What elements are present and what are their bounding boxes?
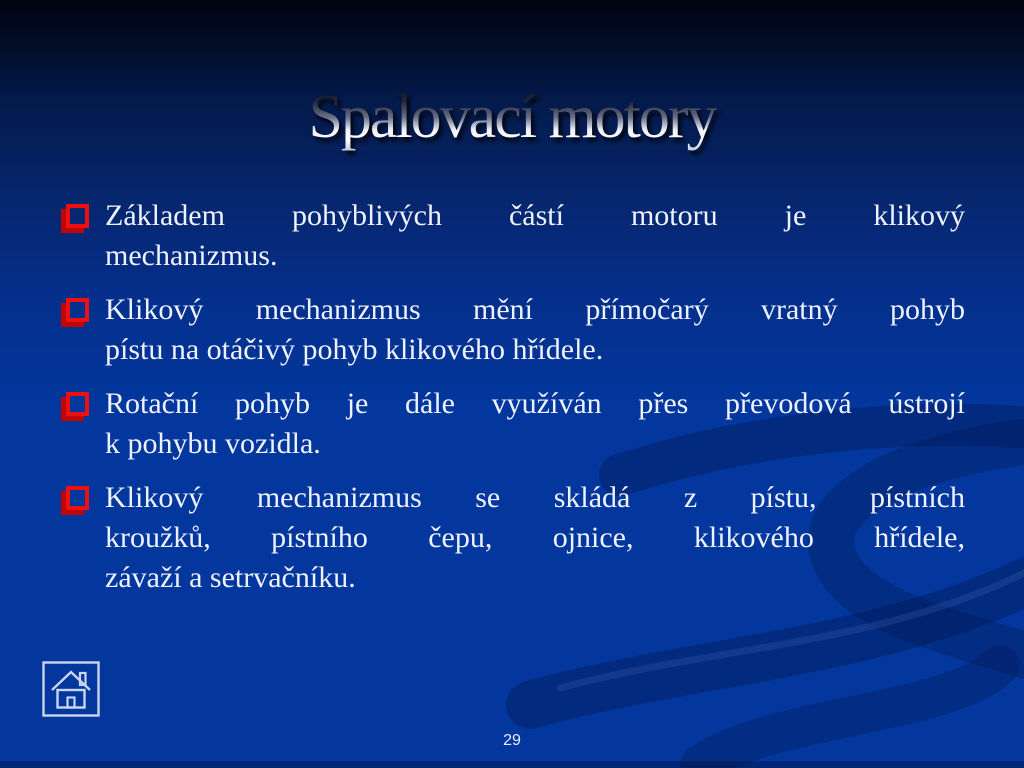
bullet-item	[105, 384, 965, 464]
home-icon-graphic	[42, 661, 100, 717]
page-number: 29	[503, 732, 521, 749]
bullet-line: mechanizmus.	[105, 239, 278, 272]
red-square-bullet-icon	[66, 204, 89, 228]
bullet-line: Rotační pohyb je dále využíván přes převodová ústrojí	[105, 387, 965, 420]
bullet-line: Klikový mechanizmus mění přímočarý vratný pohyb	[105, 293, 965, 326]
bullet-line: Základem pohyblivých částí motoru je klikový	[105, 199, 965, 232]
bottom-edge-shading	[0, 761, 1024, 768]
slide-title: Spalovací motory	[0, 82, 1024, 153]
bullet-item	[105, 196, 965, 276]
red-square-bullet-icon	[66, 298, 89, 322]
bullet-line: kroužků, pístního čepu, ojnice, klikového hřídele,	[105, 521, 965, 554]
home-icon[interactable]	[42, 661, 100, 717]
bullet-list	[0, 196, 1024, 612]
bullet-item	[105, 290, 965, 370]
red-square-bullet-icon	[66, 392, 89, 416]
red-square-bullet-icon	[66, 486, 89, 510]
bullet-line: k pohybu vozidla.	[105, 427, 321, 460]
bullet-item	[105, 478, 965, 598]
bullet-line: Klikový mechanizmus se skládá z pístu, pístních	[105, 481, 965, 514]
bullet-line: závaží a setrvačníku.	[105, 561, 356, 594]
bullet-line: pístu na otáčivý pohyb klikového hřídele.	[105, 333, 604, 366]
